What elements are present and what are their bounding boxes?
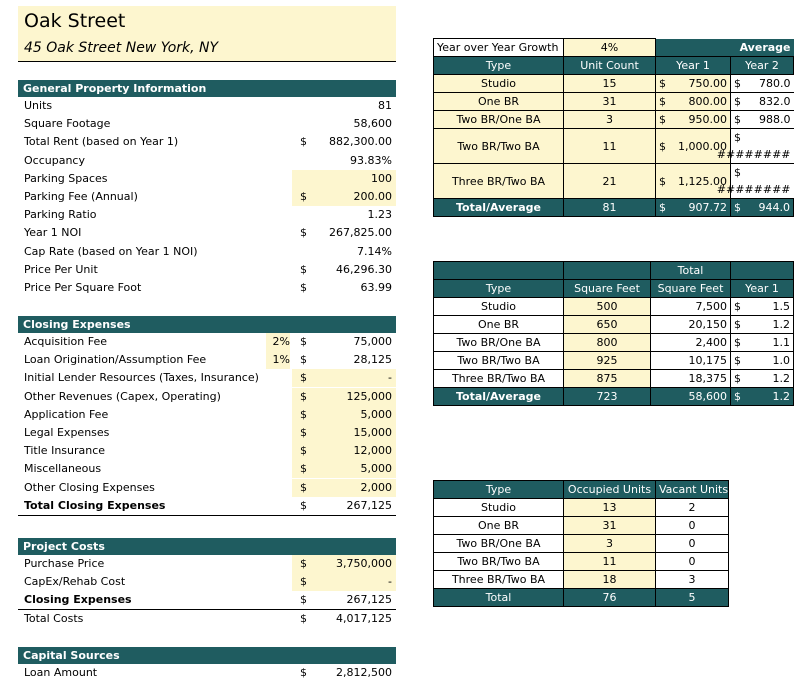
- year1-rent-cell[interactable]: [656, 75, 731, 93]
- column-header[interactable]: Year 2: [731, 57, 794, 75]
- value-cell[interactable]: 5,000: [360, 407, 392, 421]
- column-header[interactable]: Year 1: [731, 280, 794, 298]
- row-label: Title Insurance: [24, 444, 106, 458]
- square-feet-cell[interactable]: 500: [564, 298, 651, 316]
- column-header[interactable]: Type: [434, 57, 564, 75]
- unit-type-cell[interactable]: Three BR/Two BA: [434, 164, 564, 199]
- sqft-super-header-row: [434, 262, 794, 280]
- row-label: Acquisition Fee: [24, 335, 108, 348]
- year1-psf-cell[interactable]: [731, 352, 794, 370]
- average-header-cell[interactable]: Average: [656, 39, 794, 57]
- rent-header-row: [434, 57, 794, 75]
- capital-sources-header[interactable]: Capital Sources: [18, 647, 396, 664]
- row-label: Parking Fee (Annual): [24, 190, 138, 203]
- total-row: [434, 199, 794, 217]
- occupied-units-cell[interactable]: 3: [564, 535, 656, 553]
- currency-symbol: $: [734, 166, 741, 179]
- row-label: Other Closing Expenses: [24, 480, 155, 494]
- currency-symbol: [300, 152, 310, 170]
- occupied-units-cell[interactable]: 13: [564, 499, 656, 517]
- currency-symbol: $: [300, 575, 307, 589]
- value-cell[interactable]: 2,000: [360, 480, 392, 494]
- year1-psf-value: 1.2: [772, 372, 790, 385]
- row-label: Occupancy: [24, 153, 85, 167]
- year1-rent-value: 1,125.00: [678, 174, 727, 188]
- total-square-feet-cell[interactable]: 20,150: [651, 316, 731, 334]
- value-cell[interactable]: 267,125: [346, 593, 392, 607]
- table-row: [434, 499, 729, 517]
- total-square-feet-cell[interactable]: 18,375: [651, 370, 731, 388]
- currency-symbol: $: [300, 444, 307, 458]
- value-cell[interactable]: 58,600: [353, 117, 392, 131]
- currency-symbol: [300, 206, 310, 224]
- currency-symbol: $: [300, 426, 307, 439]
- occupied-units-cell[interactable]: 11: [564, 553, 656, 571]
- vacant-units-cell[interactable]: 0: [656, 517, 729, 535]
- growth-label-cell[interactable]: Year over Year Growth: [434, 39, 564, 57]
- year2-rent-cell[interactable]: [731, 75, 794, 93]
- value-cell[interactable]: 63.99: [360, 281, 392, 294]
- year2-rent-cell[interactable]: [716, 164, 794, 199]
- square-feet-cell[interactable]: 875: [564, 370, 651, 388]
- total-square-feet-cell[interactable]: 7,500: [651, 298, 731, 316]
- occupied-units-cell[interactable]: 18: [564, 571, 656, 589]
- total-label-cell[interactable]: Total: [434, 589, 564, 607]
- row-label: Other Revenues (Capex, Operating): [24, 389, 221, 403]
- property-address[interactable]: 45 Oak Street New York, NY: [24, 40, 219, 56]
- vacant-units-cell[interactable]: 2: [656, 499, 729, 517]
- value-cell[interactable]: 93.83%: [350, 153, 392, 167]
- year1-rent-cell[interactable]: [656, 93, 731, 111]
- occupied-units-cell[interactable]: 31: [564, 517, 656, 535]
- row-label: Square Footage: [24, 117, 111, 131]
- row-label: Parking Ratio: [24, 208, 97, 222]
- value-cell[interactable]: 1.23: [367, 208, 392, 222]
- square-feet-cell[interactable]: 800: [564, 334, 651, 352]
- currency-symbol: $: [300, 135, 307, 149]
- currency-symbol: $: [734, 372, 741, 385]
- row-label: Initial Lender Resources (Taxes, Insurance): [24, 371, 259, 385]
- general-info-header[interactable]: General Property Information: [18, 80, 396, 97]
- currency-symbol: $: [659, 201, 666, 214]
- table-row: [434, 75, 794, 93]
- year1-psf-cell[interactable]: [731, 298, 794, 316]
- total-total-sf-cell[interactable]: 58,600: [651, 388, 731, 406]
- blank-header: [564, 262, 651, 280]
- currency-symbol: $: [300, 389, 307, 403]
- unit-type-cell[interactable]: Two BR/Two BA: [434, 553, 564, 571]
- table-row: [434, 517, 729, 535]
- year2-rent-value: 832.0: [759, 95, 791, 108]
- year1-psf-value: 1.5: [772, 300, 790, 313]
- year2-rent-cell[interactable]: [731, 93, 794, 111]
- currency-symbol: $: [300, 371, 307, 385]
- closing-expenses-header[interactable]: Closing Expenses: [18, 316, 396, 333]
- row-label: Year 1 NOI: [24, 226, 82, 240]
- currency-symbol: $: [734, 201, 741, 214]
- currency-symbol: $: [734, 95, 741, 108]
- row-label: Legal Expenses: [24, 426, 110, 439]
- currency-symbol: $: [734, 131, 741, 144]
- currency-symbol: $: [734, 77, 741, 90]
- column-header[interactable]: Unit Count: [564, 57, 656, 75]
- rent-table: [433, 38, 794, 217]
- table-row: [434, 571, 729, 589]
- year2-rent-value: ########: [716, 183, 791, 196]
- table-row: [434, 352, 794, 370]
- row-label: Purchase Price: [24, 557, 105, 570]
- total-sf-cell[interactable]: 723: [564, 388, 651, 406]
- table-row: [434, 164, 794, 199]
- total-year2-cell[interactable]: [731, 199, 794, 217]
- value-cell[interactable]: 882,300.00: [329, 135, 392, 149]
- project-costs-header[interactable]: Project Costs: [18, 538, 396, 555]
- unit-count-cell[interactable]: 11: [564, 129, 656, 164]
- currency-symbol: $: [300, 353, 307, 367]
- currency-symbol: $: [300, 407, 307, 421]
- value-cell[interactable]: -: [388, 371, 392, 385]
- total-count-cell[interactable]: 81: [564, 199, 656, 217]
- property-title[interactable]: Oak Street: [24, 10, 126, 32]
- growth-value-cell[interactable]: 4%: [564, 39, 656, 57]
- value-cell[interactable]: 2,812,500: [336, 666, 392, 679]
- currency-symbol: $: [734, 300, 741, 313]
- currency-symbol: $: [734, 113, 741, 126]
- currency-symbol: $: [734, 336, 741, 349]
- value-cell[interactable]: 200.00: [353, 190, 392, 203]
- currency-symbol: $: [300, 593, 307, 607]
- column-header[interactable]: Square Feet: [651, 280, 731, 298]
- year1-psf-value: 1.2: [772, 318, 790, 331]
- currency-symbol: $: [734, 318, 741, 331]
- total-year1-psf-cell[interactable]: [731, 388, 794, 406]
- row-label: Closing Expenses: [24, 593, 132, 607]
- year1-rent-value: 750.00: [688, 77, 727, 90]
- value-cell[interactable]: 81: [378, 99, 392, 112]
- percent-cell[interactable]: 1%: [266, 351, 290, 369]
- total-header[interactable]: Total: [651, 262, 731, 280]
- value-cell[interactable]: 28,125: [353, 353, 392, 367]
- unit-count-cell[interactable]: 31: [564, 93, 656, 111]
- year1-psf-value: 1.0: [772, 354, 790, 367]
- unit-type-cell[interactable]: Three BR/Two BA: [434, 370, 564, 388]
- vacant-units-cell[interactable]: 0: [656, 535, 729, 553]
- currency-symbol: [300, 243, 310, 261]
- value-cell[interactable]: 12,000: [353, 444, 392, 458]
- currency-symbol: $: [659, 174, 666, 188]
- table-row: [434, 553, 729, 571]
- year1-rent-value: 1,000.00: [678, 139, 727, 153]
- value-cell[interactable]: 267,825.00: [329, 226, 392, 240]
- currency-symbol: $: [300, 190, 307, 203]
- year1-rent-value: 800.00: [688, 95, 727, 108]
- unit-count-cell[interactable]: 15: [564, 75, 656, 93]
- table-row: [434, 370, 794, 388]
- total-year2-value: 944.0: [758, 201, 790, 214]
- column-header[interactable]: Occupied Units: [564, 481, 656, 499]
- currency-symbol: $: [300, 226, 307, 240]
- value-cell[interactable]: 4,017,125: [336, 611, 392, 625]
- sqft-table: [433, 261, 794, 406]
- currency-symbol: [300, 170, 310, 188]
- currency-symbol: $: [659, 139, 666, 153]
- table-row: [434, 535, 729, 553]
- currency-symbol: [300, 115, 310, 133]
- row-label: Total Costs: [24, 611, 84, 625]
- year1-psf-cell[interactable]: [731, 370, 794, 388]
- unit-type-cell[interactable]: Three BR/Two BA: [434, 571, 564, 589]
- year1-rent-value: 950.00: [688, 113, 727, 126]
- unit-type-cell[interactable]: Two BR/One BA: [434, 334, 564, 352]
- unit-type-cell[interactable]: Two BR/Two BA: [434, 129, 564, 164]
- blank-header: [434, 262, 564, 280]
- year1-rent-cell[interactable]: [656, 111, 731, 129]
- unit-type-cell[interactable]: Studio: [434, 298, 564, 316]
- table-row: [434, 298, 794, 316]
- currency-symbol: [300, 97, 310, 115]
- row-label: Cap Rate (based on Year 1 NOI): [24, 244, 198, 258]
- year2-rent-cell[interactable]: [716, 129, 794, 164]
- year2-rent-cell[interactable]: [731, 111, 794, 129]
- total-vacant-cell[interactable]: 5: [656, 589, 729, 607]
- currency-symbol: $: [300, 262, 307, 276]
- currency-symbol: $: [659, 113, 666, 126]
- currency-symbol: $: [300, 666, 307, 679]
- table-row: [434, 334, 794, 352]
- total-square-feet-cell[interactable]: 10,175: [651, 352, 731, 370]
- unit-count-cell[interactable]: 3: [564, 111, 656, 129]
- year1-psf-cell[interactable]: [731, 316, 794, 334]
- currency-symbol: $: [300, 557, 307, 570]
- year1-psf-value: 1.1: [772, 336, 790, 349]
- sqft-header-row: [434, 280, 794, 298]
- currency-symbol: $: [300, 480, 307, 494]
- value-cell[interactable]: 75,000: [353, 335, 392, 348]
- occupancy-table: [433, 480, 729, 607]
- row-label: Application Fee: [24, 407, 109, 421]
- unit-type-cell[interactable]: One BR: [434, 316, 564, 334]
- percent-cell[interactable]: 2%: [266, 333, 290, 351]
- value-cell[interactable]: 3,750,000: [336, 557, 392, 570]
- row-label: Loan Origination/Assumption Fee: [24, 353, 207, 367]
- row-label: Total Rent (based on Year 1): [24, 135, 179, 149]
- row-label: Units: [24, 99, 53, 112]
- table-row: [434, 111, 794, 129]
- total-square-feet-cell[interactable]: 2,400: [651, 334, 731, 352]
- total-row: [434, 388, 794, 406]
- currency-symbol: $: [734, 390, 741, 403]
- vacant-units-cell[interactable]: 0: [656, 553, 729, 571]
- row-divider: [18, 515, 396, 516]
- total-year1-cell[interactable]: [656, 199, 731, 217]
- unit-type-cell[interactable]: One BR: [434, 93, 564, 111]
- row-label: Total Closing Expenses: [24, 498, 166, 512]
- unit-type-cell[interactable]: Studio: [434, 75, 564, 93]
- column-header[interactable]: Vacant Units: [656, 481, 729, 499]
- value-cell[interactable]: -: [388, 575, 392, 589]
- row-label: Miscellaneous: [24, 462, 102, 476]
- value-cell[interactable]: 15,000: [353, 426, 392, 439]
- currency-symbol: $: [300, 462, 307, 476]
- currency-symbol: $: [300, 335, 307, 348]
- column-header[interactable]: Year 1: [656, 57, 731, 75]
- row-label: Loan Amount: [24, 666, 98, 679]
- currency-symbol: $: [300, 281, 307, 294]
- occupancy-header-row: [434, 481, 729, 499]
- square-feet-cell[interactable]: 925: [564, 352, 651, 370]
- vacant-units-cell[interactable]: 3: [656, 571, 729, 589]
- square-feet-cell[interactable]: 650: [564, 316, 651, 334]
- currency-symbol: $: [734, 354, 741, 367]
- total-year1-psf-value: 1.2: [772, 390, 790, 403]
- value-cell[interactable]: 125,000: [346, 389, 392, 403]
- value-cell[interactable]: 267,125: [346, 498, 392, 512]
- value-cell[interactable]: 100: [371, 171, 392, 185]
- row-label: CapEx/Rehab Cost: [24, 575, 126, 589]
- total-occupied-cell[interactable]: 76: [564, 589, 656, 607]
- row-label: Price Per Square Foot: [24, 281, 142, 294]
- unit-type-cell[interactable]: Two BR/One BA: [434, 111, 564, 129]
- table-row: [434, 316, 794, 334]
- column-header[interactable]: Type: [434, 481, 564, 499]
- row-label: Price Per Unit: [24, 262, 98, 276]
- year2-rent-value: 780.0: [759, 77, 791, 90]
- total-year1-value: 907.72: [688, 201, 727, 214]
- year1-psf-cell[interactable]: [731, 334, 794, 352]
- year2-rent-value: 988.0: [759, 113, 791, 126]
- column-header[interactable]: Type: [434, 280, 564, 298]
- value-cell[interactable]: 46,296.30: [336, 262, 392, 276]
- unit-type-cell[interactable]: Studio: [434, 499, 564, 517]
- total-label-cell[interactable]: Total/Average: [434, 199, 564, 217]
- unit-type-cell[interactable]: Two BR/Two BA: [434, 352, 564, 370]
- total-label-cell[interactable]: Total/Average: [434, 388, 564, 406]
- year2-rent-value: ########: [716, 148, 791, 161]
- unit-type-cell[interactable]: One BR: [434, 517, 564, 535]
- blank-header: [731, 262, 794, 280]
- currency-symbol: $: [659, 95, 666, 108]
- row-label: Parking Spaces: [24, 171, 108, 185]
- table-row: [434, 129, 794, 164]
- value-cell[interactable]: 5,000: [360, 462, 392, 476]
- unit-type-cell[interactable]: Two BR/One BA: [434, 535, 564, 553]
- table-row: [434, 93, 794, 111]
- currency-symbol: $: [300, 611, 307, 625]
- unit-count-cell[interactable]: 21: [564, 164, 656, 199]
- currency-symbol: $: [300, 498, 307, 512]
- value-cell[interactable]: 7.14%: [357, 244, 392, 258]
- currency-symbol: $: [659, 77, 666, 90]
- column-header[interactable]: Square Feet: [564, 280, 651, 298]
- total-row: [434, 589, 729, 607]
